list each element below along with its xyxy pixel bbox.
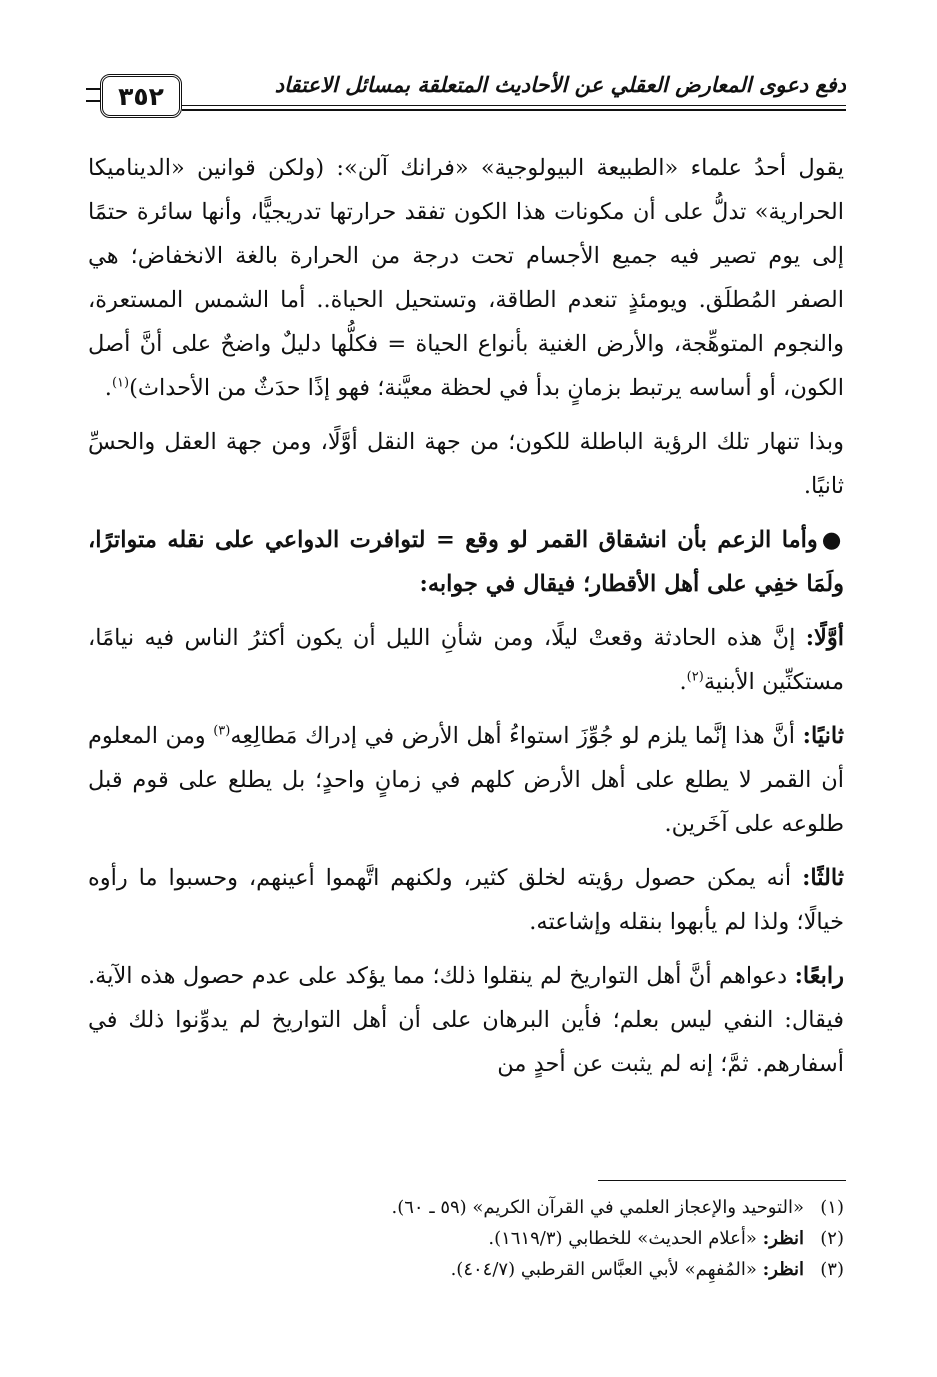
footnote-ref[interactable]: (٢) — [686, 669, 704, 685]
footnote-2 — [200, 1223, 844, 1254]
bullet-icon: ● — [821, 527, 844, 553]
header-rule-thick — [182, 109, 846, 111]
running-title: دفع دعوى المعارض العقلي عن الأحاديث المتعلقة بمسائل الاعتقاد — [274, 72, 846, 97]
paragraph-text: إنَّ هذه الحادثة وقعتْ ليلًا، ومن شأنِ الليل أن يكون أكثرُ الناس فيه نيامًا، مستكنِّين الأبنية — [88, 625, 844, 695]
paragraph-fourth — [88, 954, 844, 1086]
header-rule — [182, 105, 846, 106]
paragraph-text: أنه يمكن حصول رؤيته لخلق كثير، ولكنهم اتَّهموا أعينهم، وحسبوا ما رأوه خيالًا؛ ولذا لم يأبهوا بنقله وإشاعته. — [88, 865, 844, 935]
footnotes — [200, 1192, 844, 1285]
paragraph-text: وأما الزعم بأن انشقاق القمر لو وقع = لتوافرت الدواعي على نقله متواترًا، ولَمَا خفِي على أهل الأقطار؛ فيقال في جوابه: — [88, 527, 844, 597]
footnote-separator — [598, 1180, 846, 1181]
footnote-prefix: انظر: — [762, 1228, 804, 1249]
paragraph-claim — [88, 518, 844, 606]
paragraph-text: وبذا تنهار تلك الرؤية الباطلة للكون؛ من جهة النقل أوَّلًا، ومن جهة العقل والحسِّ ثانيًا. — [88, 429, 844, 499]
paragraph-text: دعواهم أنَّ أهل التواريخ لم ينقلوا ذلك؛ مما يؤكد على عدم حصول هذه الآية. فيقال: النفي ليس بعلم؛ فأين البرهان على أن أهل التواريخ لم يدوِّنوا ذلك في أسفارهم. ثمَّ؛ إنه لم يثبت عن أحدٍ من — [88, 963, 844, 1077]
footnote-ref[interactable]: (١) — [111, 375, 130, 391]
footnote-text: «التوحيد والإعجاز العلمي في القرآن الكريم» (٥٩ ـ ٦٠). — [391, 1197, 804, 1218]
paragraph-text: ومن المعلوم أن القمر لا يطلع على أهل الأرض كلهم في زمانٍ واحدٍ؛ بل يطلع على قوم قبل طلوعه على آخَرين. — [88, 723, 844, 837]
footnote-number: (٢) — [820, 1228, 844, 1249]
footnote-ref[interactable]: (٣) — [213, 723, 231, 739]
header-ornament — [86, 88, 100, 102]
footnote-1 — [200, 1192, 844, 1223]
footnote-number: (١) — [820, 1197, 844, 1218]
footnote-text: «المُفهِم» لأبي العبَّاس القرطبي (٤٠٤/٧). — [450, 1259, 763, 1280]
main-text — [88, 146, 844, 1096]
paragraph-third — [88, 856, 844, 944]
point-label: رابعًا: — [794, 963, 844, 989]
point-label: ثانيًا: — [802, 723, 844, 749]
footnote-number: (٣) — [820, 1259, 844, 1280]
page-header — [86, 58, 846, 118]
point-label: أوَّلًا: — [805, 625, 844, 651]
paragraph-text: أنَّ هذا إنَّما يلزم لو جُوِّزَ استواءُ أهل الأرض في إدراك مَطالِعِه — [230, 723, 803, 749]
page-number: ٣٥٢ — [100, 74, 182, 118]
paragraph-first: أوَّلًا: إنَّ هذه الحادثة وقعتْ ليلًا، ومن شأنِ الليل أن يكون أكثرُ الناس فيه نيامًا، مستكنِّين الأبنية$^{(٢)}$. — [88, 625, 844, 695]
footnote-prefix: انظر: — [762, 1259, 804, 1280]
point-label: ثالثًا: — [802, 865, 844, 891]
paragraph-second — [88, 714, 844, 846]
footnote-text: «أعلام الحديث» للخطابي (١٦١٩/٣). — [488, 1228, 763, 1249]
paragraph-text: يقول أحدُ علماء «الطبيعة البيولوجية» «فرانك آلن»: (ولكن قوانين «الديناميكا الحرارية» تدلُّ على أن مكونات هذا الكون تفقد حرارتها تدريجيًّا، وأنها سائرة حتمًا إلى يوم تصير فيه جميع الأجسام تحت درجة من الحرارة بالغة الانخفاض؛ هي الصفر المُطلَق. ويومئذٍ تنعدم الطاقة، وتستحيل الحياة.. أما الشمس المستعرة، والنجوم المتوهِّجة، والأرض الغنية بأنواع الحياة = فكلُّها دليلٌ واضحٌ على أنَّ أصل الكون، أو أساسه يرتبط بزمانٍ بدأ في لحظة معيَّنة؛ فهو إذًا حدَثٌ من الأحداث) — [88, 155, 844, 401]
footnote-3 — [200, 1254, 844, 1285]
paragraph-conclusion — [88, 420, 844, 508]
paragraph-quote: يقول أحدُ علماء «الطبيعة البيولوجية» «فرانك آلن»: (ولكن قوانين «الديناميكا الحرارية» تدلُّ على أن مكونات هذا الكون تفقد حرارتها تدريجيًّا، وأنها سائرة حتمًا إلى يوم تصير فيه جميع الأجسام تحت درجة من الحرارة بالغة الانخفاض؛ هي الصفر المُطلَق. ويومئذٍ تنعدم الطاقة، وتستحيل الحياة.. أما الشمس المستعرة، والنجوم المتوهِّجة، والأرض الغنية بأنواع الحياة = فكلُّها دليلٌ واضحٌ على أنَّ أصل الكون، أو أساسه يرتبط بزمانٍ بدأ في لحظة معيَّنة؛ فهو إذًا حدَثٌ من الأحداث)$^{(١)}$. — [88, 155, 844, 401]
